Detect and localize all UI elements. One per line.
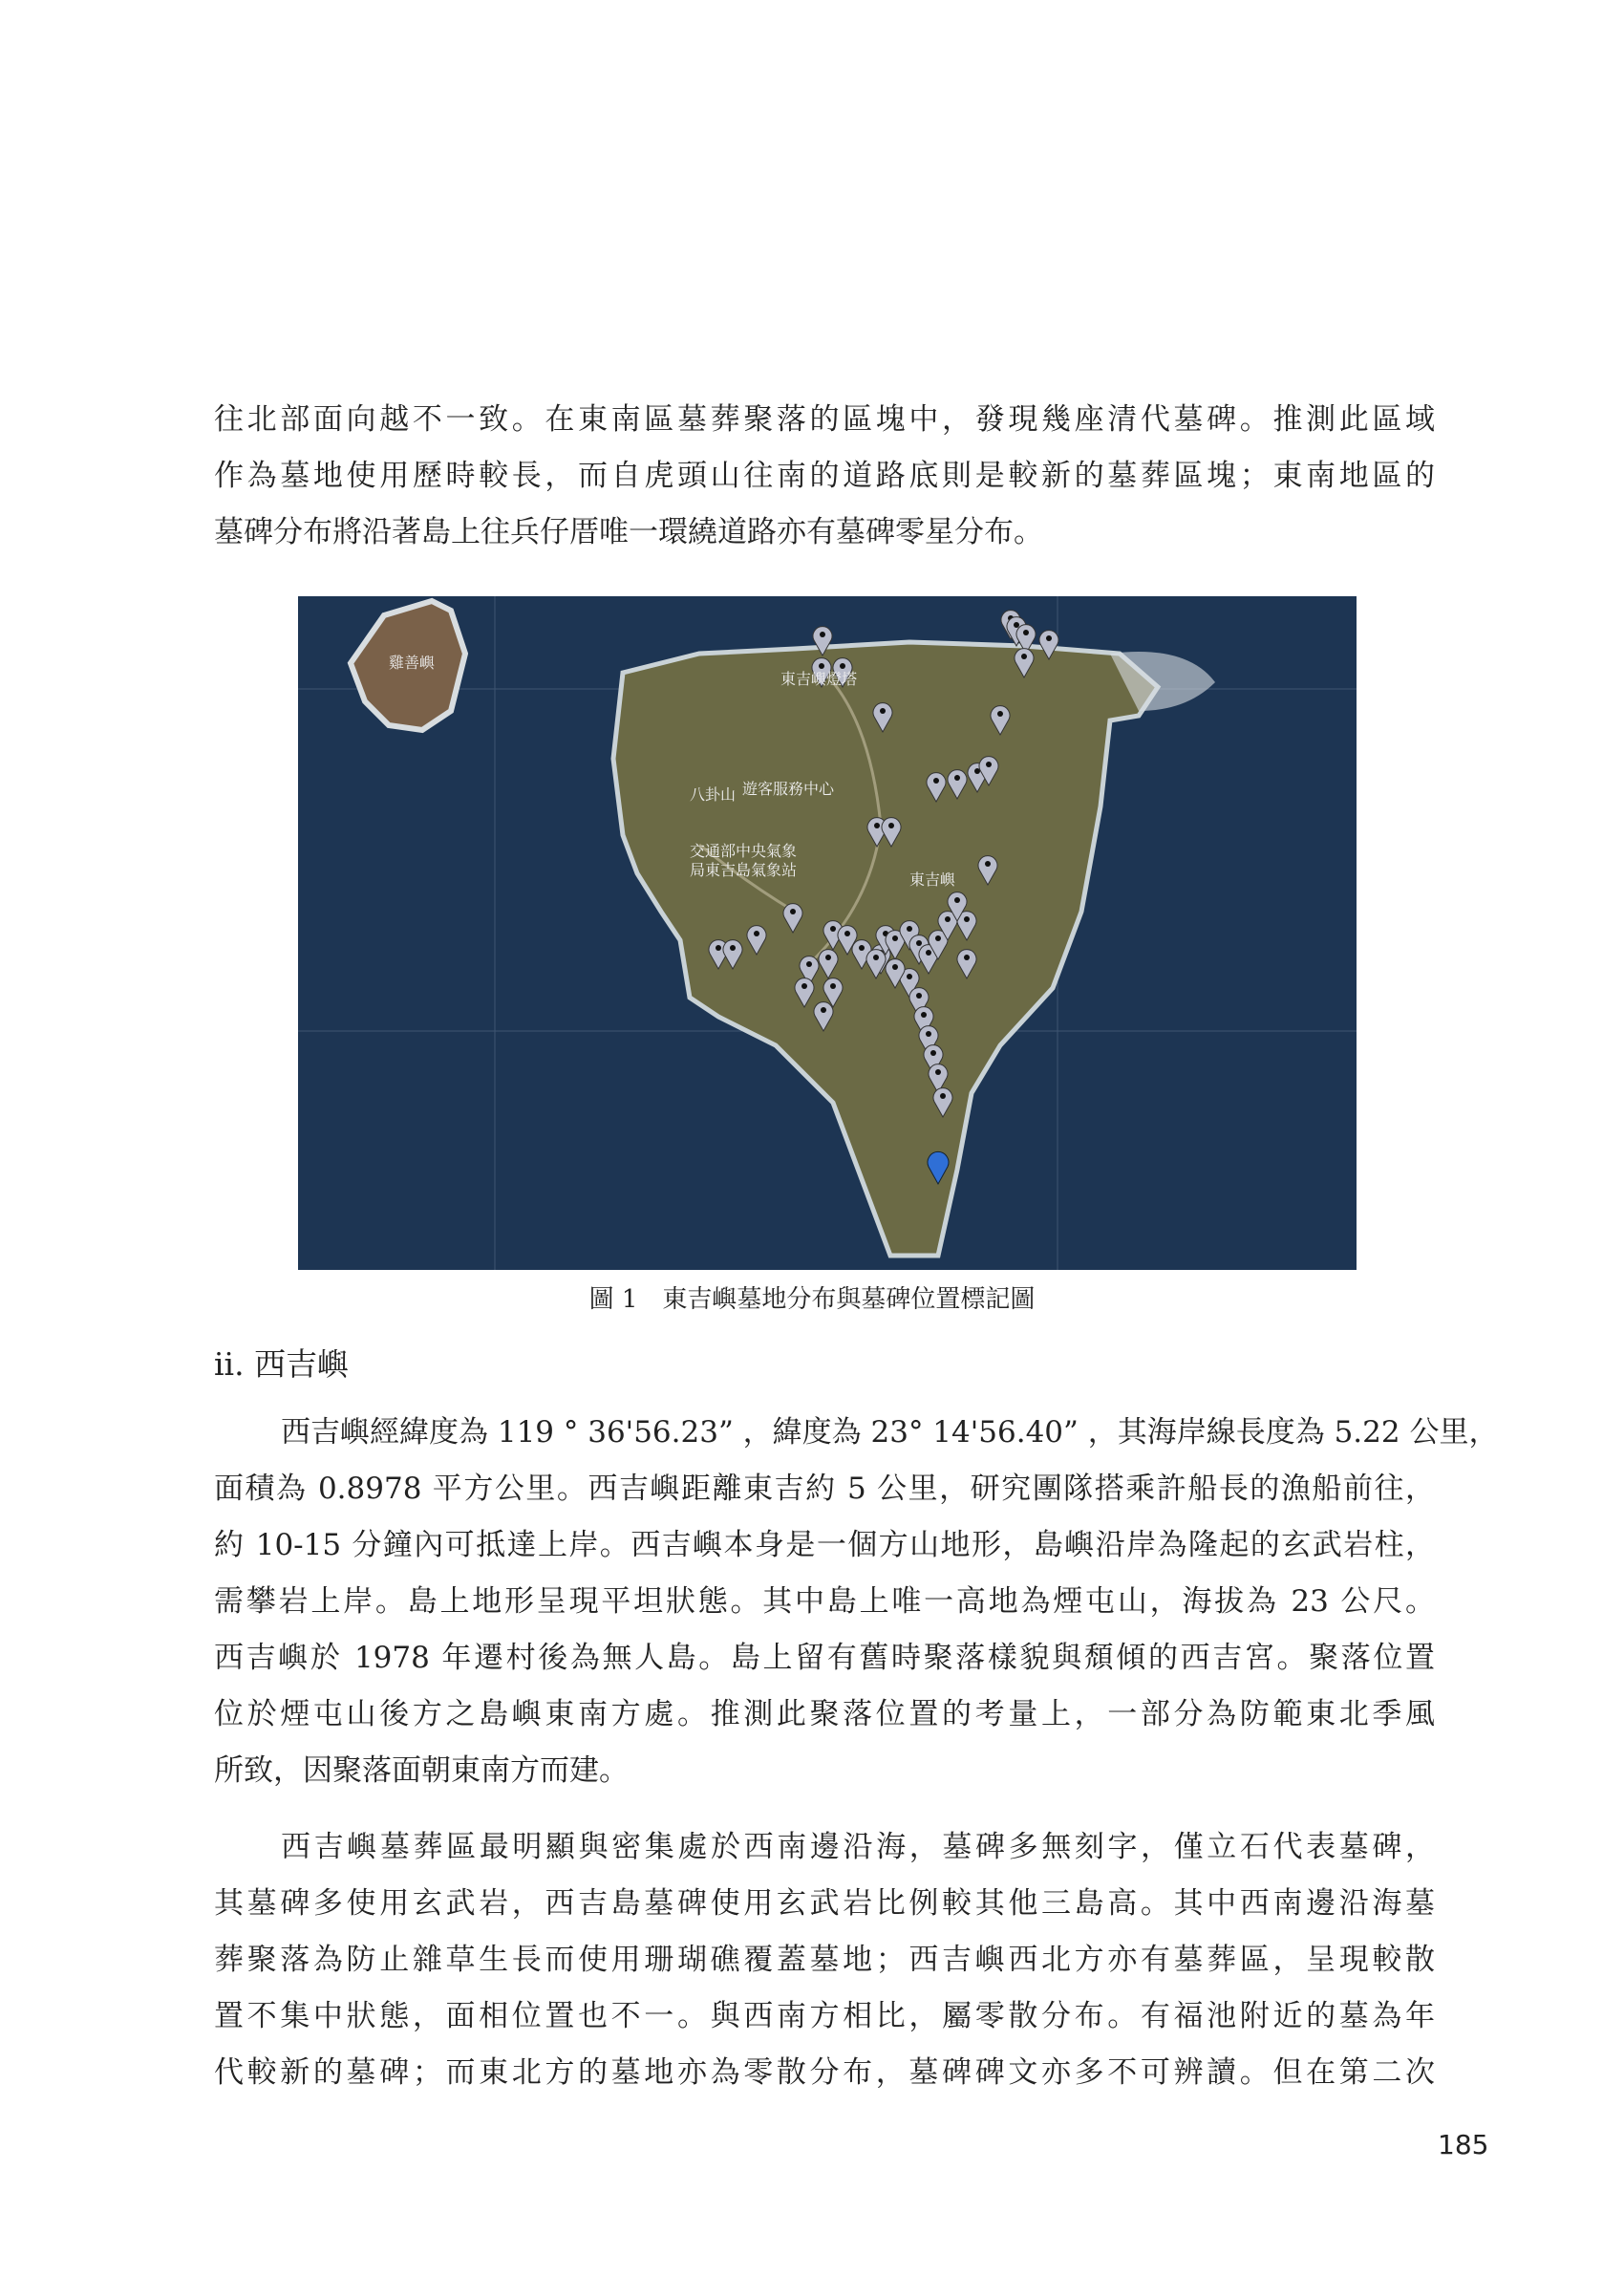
text-line: 西吉嶼墓葬區最明顯與密集處於西南邊沿海，墓碑多無刻字，僅立石代表墓碑， (281, 1830, 1435, 1864)
text-line: 代較新的墓碑；而東北方的墓地亦為零散分布，墓碑碑文亦多不可辨讀。但在第二次 (214, 2055, 1435, 2090)
figure-caption: 圖 1 東吉嶼墓地分布與墓碑位置標記圖 (588, 1285, 1036, 1314)
text-line: 置不集中狀態，面相位置也不一。與西南方相比，屬零散分布。有福池附近的墓為年 (214, 1999, 1435, 2033)
text-line: 作為墓地使用歷時較長，而自虎頭山往南的道路底則是較新的墓葬區塊；東南地區的 (214, 459, 1435, 493)
text-line: 其墓碑多使用玄武岩，西吉島墓碑使用玄武岩比例較其他三島高。其中西南邊沿海墓 (214, 1886, 1435, 1921)
text-line: 位於煙屯山後方之島嶼東南方處。推測此聚落位置的考量上，一部分為防範東北季風 (214, 1697, 1435, 1731)
map-label-islet: 雞善嶼 (389, 654, 436, 672)
page-number: 185 (1438, 2129, 1489, 2160)
map-label-bagua: 八卦山 (690, 785, 737, 804)
text-line: 墓碑分布將沿著島上往兵仔厝唯一環繞道路亦有墓碑零星分布。 (214, 515, 1043, 549)
text-line: 需攀岩上岸。島上地形呈現平坦狀態。其中島上唯一高地為煙屯山，海拔為 23 公尺。 (214, 1584, 1435, 1619)
section-heading: ii. 西吉嶼 (214, 1345, 350, 1383)
paragraph-1 (214, 1405, 1499, 1799)
text-line: 面積為 0.8978 平方公里。西吉嶼距離東吉約 5 公里，研究團隊搭乘許船長的漁船前往， (214, 1472, 1435, 1506)
map-label-weather-station: 交通部中央氣象 (690, 842, 798, 860)
top-paragraph (214, 392, 1435, 561)
text-line: 所致，因聚落面朝東南方而建。 (214, 1753, 629, 1788)
text-line: 往北部面向越不一致。在東南區墓葬聚落的區塊中，發現幾座清代墓碑。推測此區域 (214, 402, 1435, 437)
map-label-lighthouse: 東吉嶼燈塔 (780, 670, 858, 688)
text-line: 葬聚落為防止雜草生長而使用珊瑚礁覆蓋墓地；西吉嶼西北方亦有墓葬區，呈現較散 (214, 1943, 1435, 1977)
satellite-map-figure (298, 596, 1357, 1270)
map-label-island: 東吉嶼 (909, 870, 956, 889)
paragraph-2 (214, 1819, 1435, 2101)
text-line: 西吉嶼經緯度為 119 ° 36'56.23” ，緯度為 23° 14'56.40” ，其海岸線長度為 5.22 公里， (281, 1415, 1499, 1450)
map-label-visitor-center: 遊客服務中心 (742, 780, 835, 798)
text-line: 西吉嶼於 1978 年遷村後為無人島。島上留有舊時聚落樣貌與頹傾的西吉宮。聚落位置 (214, 1641, 1435, 1675)
map-label-weather-station: 局東吉島氣象站 (690, 861, 798, 879)
text-line: 約 10-15 分鐘內可抵達上岸。西吉嶼本身是一個方山地形，島嶼沿岸為隆起的玄武岩柱， (214, 1528, 1435, 1562)
